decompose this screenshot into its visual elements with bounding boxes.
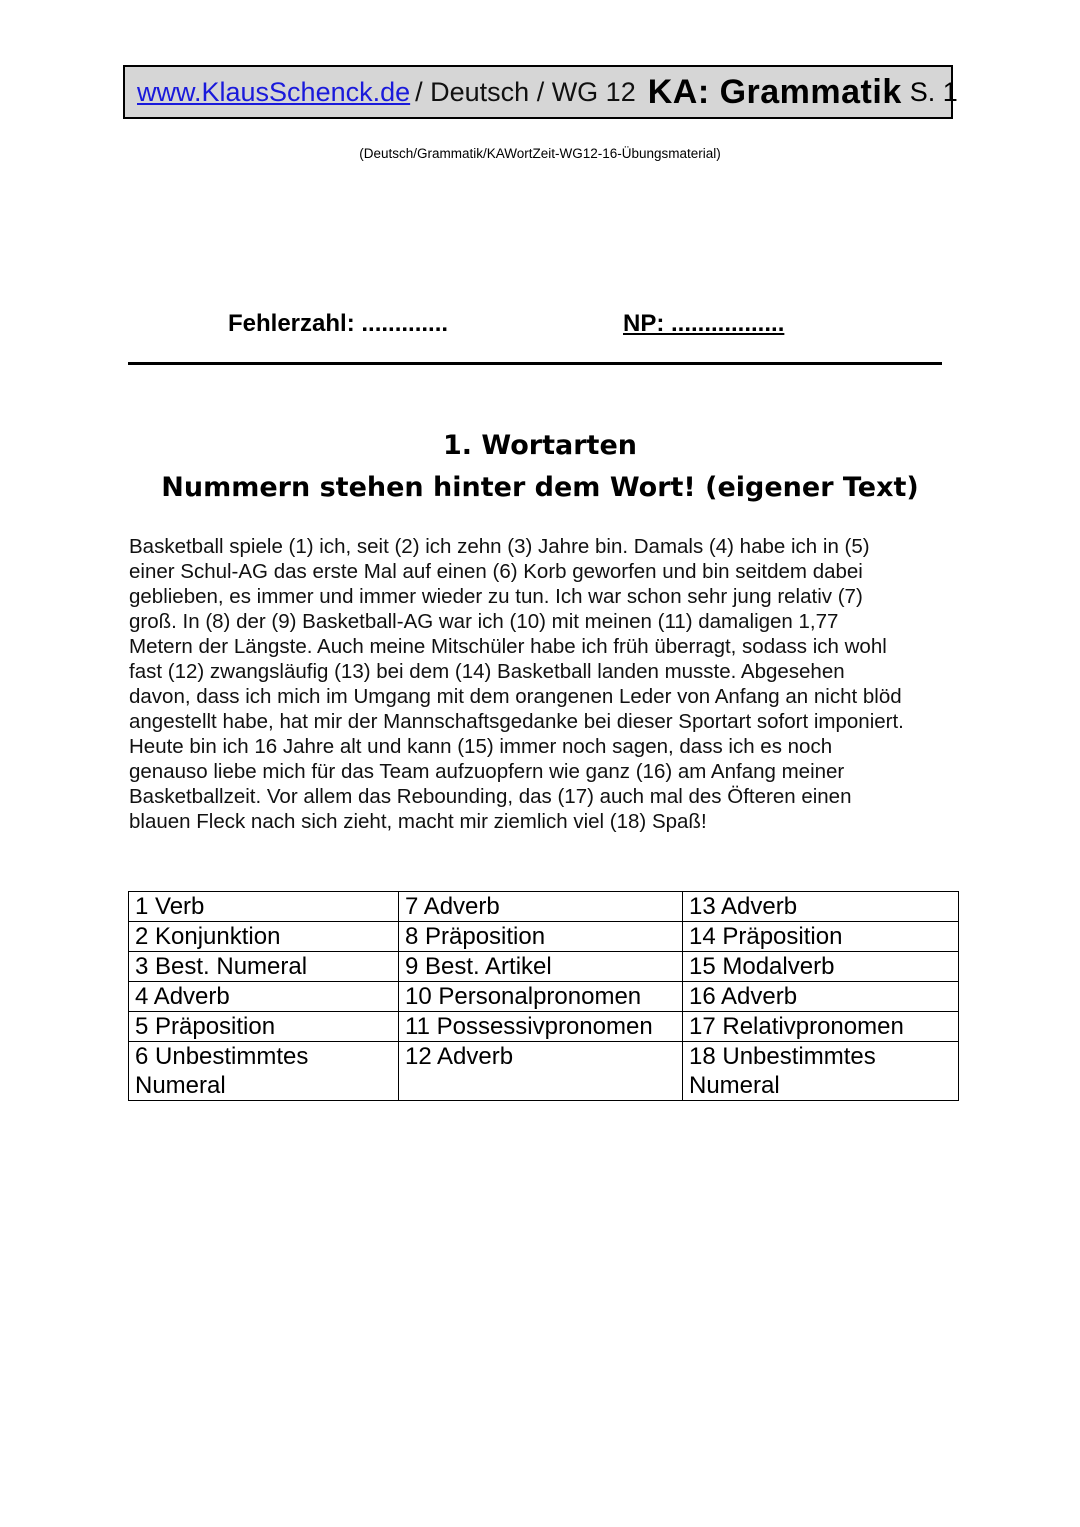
np-field: NP: ................. bbox=[623, 310, 785, 337]
table-cell: 16 Adverb bbox=[683, 982, 959, 1012]
table-row bbox=[129, 1042, 959, 1101]
header-title: KA: Grammatik bbox=[647, 72, 902, 111]
section-title: 1. Wortarten bbox=[442, 430, 637, 461]
table-cell: 10 Personalpronomen bbox=[399, 982, 683, 1012]
text-line: davon, dass ich mich im Umgang mit dem orangenen Leder von Anfang an nicht blöd bbox=[129, 685, 902, 708]
table-cell: 13 Adverb bbox=[683, 892, 959, 922]
website-link[interactable]: www.KlausSchenck.de bbox=[137, 76, 411, 107]
table-cell: 4 Adverb bbox=[129, 982, 399, 1012]
fehlerzahl-field: Fehlerzahl: ............. bbox=[228, 310, 449, 337]
table-cell: 8 Präposition bbox=[399, 922, 683, 952]
header-path: / Deutsch / WG 12 bbox=[415, 76, 636, 107]
table-cell: 14 Präposition bbox=[683, 922, 959, 952]
text-line: genauso liebe mich für das Team aufzuopfern wie ganz (16) am Anfang meiner bbox=[129, 760, 845, 783]
text-line: Metern der Längste. Auch meine Mitschüler habe ich früh überragt, sodass ich wohl bbox=[129, 635, 887, 658]
text-line: groß. In (8) der (9) Basketball-AG war ich (10) mit meinen (11) damaligen 1,77 bbox=[129, 610, 839, 633]
table-cell: 1 Verb bbox=[129, 892, 399, 922]
table-cell: 7 Adverb bbox=[399, 892, 683, 922]
header-page-number: S. 1 bbox=[909, 76, 958, 107]
answer-table bbox=[128, 891, 959, 1101]
text-line: einer Schul-AG das erste Mal auf einen (6) Korb geworfen und bin seitdem dabei bbox=[129, 560, 863, 583]
text-line: Basketball spiele (1) ich, seit (2) ich zehn (3) Jahre bin. Damals (4) habe ich in (5) bbox=[129, 535, 870, 558]
table-row bbox=[129, 952, 959, 982]
section-subtitle: Nummern stehen hinter dem Wort! (eigener Text) bbox=[161, 472, 919, 503]
table-cell: 6 Unbestimmtes Numeral bbox=[129, 1042, 399, 1101]
table-cell: 9 Best. Artikel bbox=[399, 952, 683, 982]
table-cell: 12 Adverb bbox=[399, 1042, 683, 1101]
table-cell: 11 Possessivpronomen bbox=[399, 1012, 683, 1042]
table-cell: 17 Relativpronomen bbox=[683, 1012, 959, 1042]
table-row bbox=[129, 892, 959, 922]
table-cell: 18 Unbestimmtes Numeral bbox=[683, 1042, 959, 1101]
table-row bbox=[129, 982, 959, 1012]
file-path-note: (Deutsch/Grammatik/KAWortZeit-WG12-16-Übungsmaterial) bbox=[359, 146, 721, 161]
text-line: blauen Fleck nach sich zieht, macht mir ziemlich viel (18) Spaß! bbox=[129, 810, 707, 833]
table-row bbox=[129, 922, 959, 952]
table-row bbox=[129, 1012, 959, 1042]
text-line: angestellt habe, hat mir der Mannschaftsgedanke bei dieser Sportart sofort imponiert. bbox=[129, 710, 904, 733]
table-cell: 15 Modalverb bbox=[683, 952, 959, 982]
page-header bbox=[123, 65, 958, 119]
exercise-text bbox=[129, 534, 957, 834]
table-cell: 3 Best. Numeral bbox=[129, 952, 399, 982]
text-line: geblieben, es immer und immer wieder zu tun. Ich war schon sehr jung relativ (7) bbox=[129, 585, 863, 608]
text-line: Heute bin ich 16 Jahre alt und kann (15) immer noch sagen, dass ich es noch bbox=[129, 735, 833, 758]
table-cell: 5 Präposition bbox=[129, 1012, 399, 1042]
text-line: Basketballzeit. Vor allem das Rebounding, das (17) auch mal des Öfteren einen bbox=[129, 785, 852, 808]
divider bbox=[128, 362, 942, 365]
table-cell: 2 Konjunktion bbox=[129, 922, 399, 952]
text-line: fast (12) zwangsläufig (13) bei dem (14) Basketball landen musste. Abgesehen bbox=[129, 660, 845, 683]
